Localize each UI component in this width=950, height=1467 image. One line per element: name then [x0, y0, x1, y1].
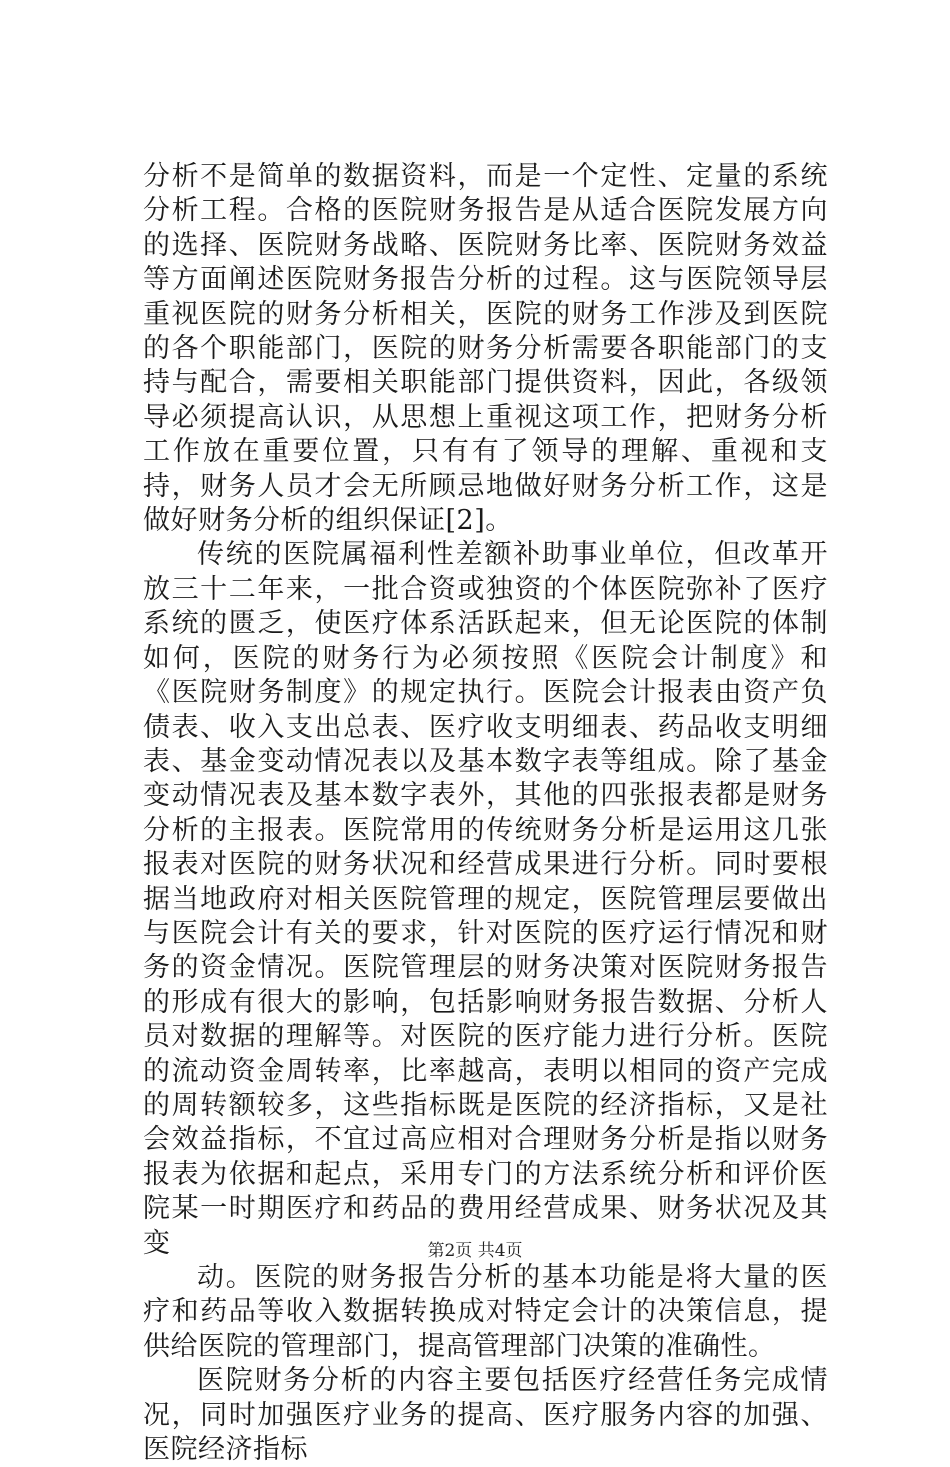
body-text — [143, 160, 828, 1467]
paragraph-2: 传统的医院属福利性差额补助事业单位，但改革开放三十二年来，一批合资或独资的个体医院弥补了医疗系统的匮乏，使医疗体系活跃起来，但无论医院的体制如何，医院的财务行为必须按照《医院会计制度》和《医院财务制度》的规定执行。医院会计报表由资产负债表、收入支出总表、医疗收支明细表、药品收支明细表、基金变动情况表以及基本数字表等组成。除了基金变动情况表及基本数字表外，其他的四张报表都是财务分析的主报表。医院常用的传统财务分析是运用这几张报表对医院的财务状况和经营成果进行分析。同时要根据当地政府对相关医院管理的规定，医院管理层要做出与医院会计有关的要求，针对医院的医疗运行情况和财务的资金情况。医院管理层的财务决策对医院财务报告的形成有很大的影响，包括影响财务报告数据、分析人员对数据的理解等。对医院的医疗能力进行分析。医院的流动资金周转率，比率越高，表明以相同的资产完成的周转额较多，这些指标既是医院的经济指标，又是社会效益指标，不宜过高应相对合理财务分析是指以财务报表为依据和起点，采用专门的方法系统分析和评价医院某一时期医疗和药品的费用经营成果、财务状况及其变 — [143, 539, 828, 1259]
paragraph-4: 医院财务分析的内容主要包括医疗经营任务完成情况，同时加强医疗业务的提高、医疗服务内容的加强、医院经济指标 — [143, 1365, 828, 1466]
paragraph-1: 分析不是简单的数据资料，而是一个定性、定量的系统分析工程。合格的医院财务报告是从适合医院发展方向的选择、医院财务战略、医院财务比率、医院财务效益等方面阐述医院财务报告分析的过程。这与医院领导层重视医院的财务分析相关，医院的财务工作涉及到医院的各个职能部门，医院的财务分析需要各职能部门的支持与配合，需要相关职能部门提供资料，因此，各级领导必须提高认识，从思想上重视这项工作，把财务分析工作放在重要位置，只有有了领导的理解、重视和支持，财务人员才会无所顾忌地做好财务分析工作，这是做好财务分析的组织保证[2]。 — [143, 161, 828, 537]
paragraph-3: 动。医院的财务报告分析的基本功能是将大量的医疗和药品等收入数据转换成对特定会计的决策信息，提供给医院的管理部门，提高管理部门决策的准确性。 — [143, 1262, 828, 1362]
page-number-footer: 第2页 共4页 — [427, 1241, 523, 1261]
